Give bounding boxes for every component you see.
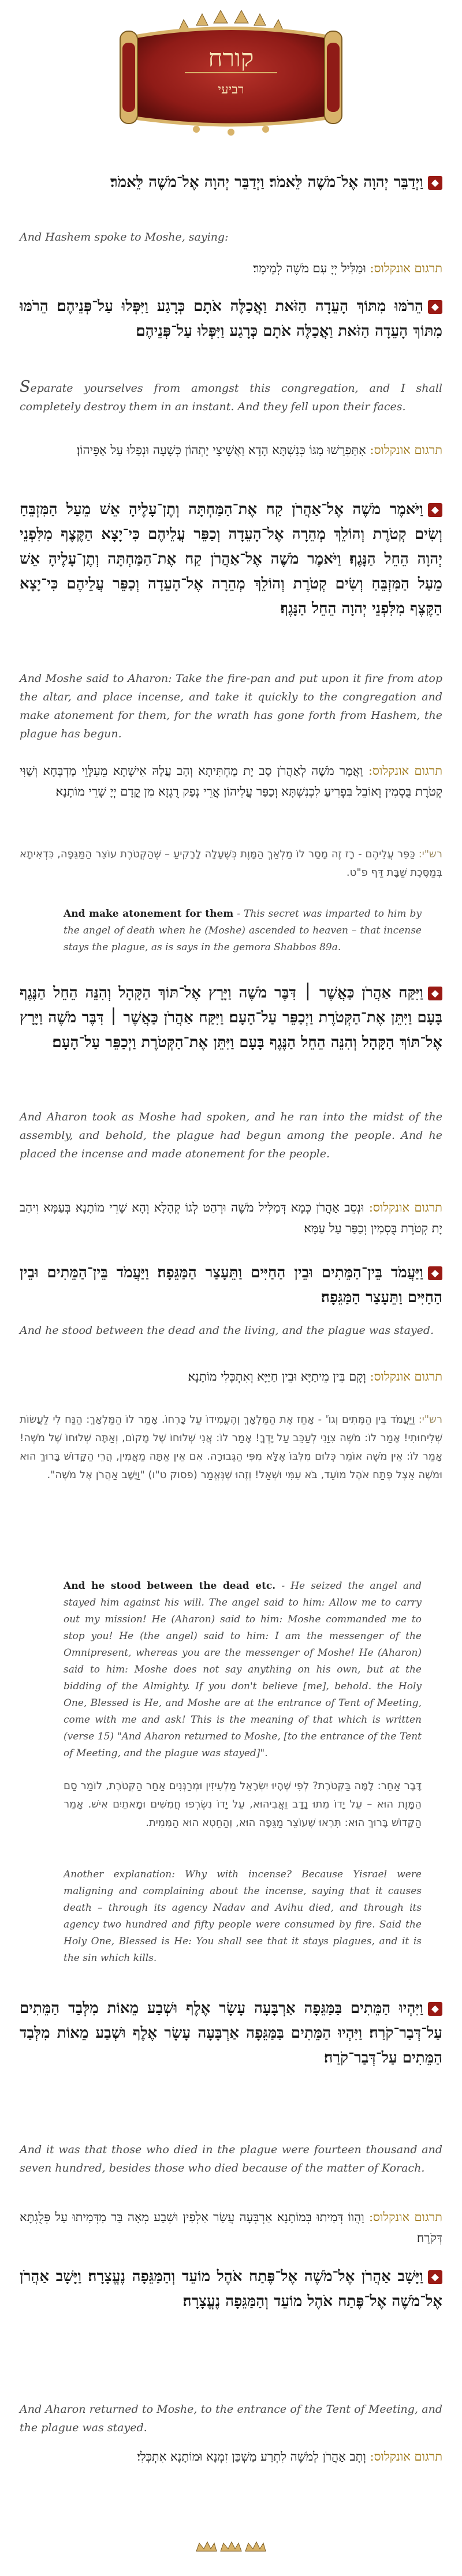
verse-badge-icon: ◆ xyxy=(428,503,442,517)
verse-english: And it was that those who died in the plague were fourteen thousand and seven hundred, besides those who died because of the matter of Korach. xyxy=(20,2143,442,2174)
parsha-title: קורח xyxy=(208,44,254,72)
rashi-english-2: Another explanation: Why with incense? Because Yisrael were maligning and complaining about the incense, saying that it causes death – through its agency Nadav and Avihu died, and through its agency two hundred and fifty people were consumed by fire. Said the Holy One, Blessed is He: You shall see that it stays plagues, and it is the sin which kills. xyxy=(64,1869,422,1964)
onkelos-label: תרגום אונקלוס: xyxy=(370,443,442,457)
onkelos-text: תרגום אונקלוס: וַהֲווֹ דְּמִיתוּ בְּמוֹתָנָא אַרְבְּעָה עֲשַׂר אַלְפִין וּשְׁבַע מְאָה בַּר מִדְּמִיתוּ עַל פְּלֻגְתָּא דְּקֹרַח׃ xyxy=(20,2210,442,2245)
verse-badge-icon: ◆ xyxy=(428,176,442,190)
rashi-text: רש"י: כַּפֵּר עֲלֵיהֶם - רָז זֶה מָסַר לוֹ מַלְאַךְ הַמָּוֶת כְּשֶׁעָלָה לָרָקִיעַ – שֶׁהַקְּטֹרֶת עוֹצֵר הַמַּגֵּפָה, כִּדְאִיתָא בְּמַסֶּכֶת שַׁבָּת דַּף פ"ט. xyxy=(20,848,442,879)
onkelos-label: תרגום אונקלוס: xyxy=(368,764,442,778)
onkelos-label: תרגום אונקלוס: xyxy=(370,261,442,275)
verse-hebrew: ◆וַיְדַבֵּר יְהוָה אֶל־מֹשֶׁה לֵּאמֹר׃ וַיְדַבֵּר יְהוָה אֶל־מֹשֶׁה לֵּאמֹר׃ xyxy=(20,170,442,195)
verse-hebrew: ◆הֵרֹמּוּ מִתּוֹךְ הָעֵדָה הַזֹּאת וַאֲכַלֶּה אֹתָם כְּרָגַע וַיִּפְּלוּ עַל־פְּנֵיהֶם׃ הֵרֹמּוּ מִתּוֹךְ הָעֵדָה הַזֹּאת וַאֲכַלֶּה אֹתָם כְּרָגַע וַיִּפְּלוּ עַל־פְּנֵיהֶם׃ xyxy=(20,298,442,340)
verse-badge-icon: ◆ xyxy=(428,300,442,314)
onkelos-text: תרגום אונקלוס: וְתָב אַהֲרֹן לְמֹשֶׁה לִתְרַע מַשְׁכַּן זִמְנָא וּמוֹתָנָא אִתְכְּלִי׃ xyxy=(137,2450,442,2463)
rashi-text-2: דָּבָר אַחֵר: לָמָּה בַּקְּטֹרֶת? לְפִי שֶׁהָיוּ יִשְׂרָאֵל מַלְעִיזִין וּמְרַנְּנִים אַחַר הַקְּטֹרֶת, לוֹמַר סַם הַמָּוֶת הוּא – עַל יָדוֹ מֵתוּ נָדָב וַאֲבִיהוּא, עַל יָדוֹ נִשְׂרְפוּ חֲמִשִּׁים וּמָאתַיִם אִישׁ. אָמַר הַקָּדוֹשׁ בָּרוּךְ הוּא: תִּרְאוּ שֶׁעוֹצֵר מַגֵּפָה הוּא, וְהַחֵטְא הוּא הַמְּמִית. xyxy=(64,1780,422,1829)
verse-hebrew: ◆וַיִּקַּח אַהֲרֹן כַּאֲשֶׁר ׀ דִּבֶּר מֹשֶׁה וַיָּרָץ אֶל־תּוֹךְ הַקָּהָל וְהִנֵּה הֵחֵל הַנֶּגֶף בָּעָם וַיִּתֵּן אֶת־הַקְּטֹרֶת וַיְכַפֵּר עַל־הָעָם׃ וַיִּקַּח אַהֲרֹן כַּאֲשֶׁר ׀ דִּבֶּר מֹשֶׁה וַיָּרָץ אֶל־תּוֹךְ הַקָּהָל וְהִנֵּה הֵחֵל הַנֶּגֶף בָּעָם וַיִּתֵּן אֶת־הַקְּטֹרֶת וַיְכַפֵּר עַל־הָעָם׃ xyxy=(20,984,442,1051)
onkelos-text: תרגום אונקלוס: וּמַלִּיל יְיָ עִם מֹשֶׁה לְמֵימָר׃ xyxy=(253,261,442,275)
rashi-label: רש"י: xyxy=(418,1413,442,1426)
verse-hebrew: ◆וַיַּעֲמֹד בֵּין־הַמֵּתִים וּבֵין הַחַיִּים וַתֵּעָצַר הַמַּגֵּפָה׃ וַיַּעֲמֹד בֵּין־הַמֵּתִים וּבֵין הַחַיִּים וַתֵּעָצַר הַמַּגֵּפָה׃ xyxy=(20,1264,442,1306)
rashi-english: And he stood between the dead etc. - He seized the angel and stayed him against his will. The angel said to him: Allow me to carry out my mission! He (Aharon) said to him: Moshe commanded me to stop you! He (the angel) said to him: I am the messenger of the Omnipresent, whereas you are the messenger of Moshe! He (Aharon) said to him: Moshe does not say anything on his own, but at the bidding of the Almighty. If you don't believe [me], behold. the Holy One, Blessed is He, and Moshe are at the entrance of Tent of Meeting, come with me and ask! This is the meaning of that which is written (verse 15) "And Aharon returned to Moshe, [to the entrance of the Tent of Meeting, and the plague was stayed]". xyxy=(64,1580,422,1759)
verse-hebrew: ◆וַיֹּאמֶר מֹשֶׁה אֶל־אַהֲרֹן קַח אֶת־הַמַּחְתָּה וְתֶן־עָלֶיהָ אֵשׁ מֵעַל הַמִּזְבֵּחַ וְשִׂים קְטֹרֶת וְהוֹלֵךְ מְהֵרָה אֶל־הָעֵדָה וְכַפֵּר עֲלֵיהֶם כִּי־יָצָא הַקֶּצֶף מִלִּפְנֵי יְהוָה הֵחֵל הַנָּגֶף׃ וַיֹּאמֶר מֹשֶׁה אֶל־אַהֲרֹן קַח אֶת־הַמַּחְתָּה וְתֶן־עָלֶיהָ אֵשׁ מֵעַל הַמִּזְבֵּחַ וְשִׂים קְטֹרֶת וְהוֹלֵךְ מְהֵרָה אֶל־הָעֵדָה וְכַפֵּר עֲלֵיהֶם כִּי־יָצָא הַקֶּצֶף מִלִּפְנֵי יְהוָה הֵחֵל הַנָּגֶף׃ xyxy=(20,501,442,617)
rashi-text: רש"י: וַיַּעֲמֹד בֵּין הַמֵּתִים וְגוֹ' - אָחַז אֶת הַמַּלְאָךְ וְהֶעֱמִידוֹ עַל כָּרְחוֹ. אָמַר לוֹ הַמַּלְאָךְ: הַנַּח לִי לַעֲשׂוֹת שְׁלִיחוּתִי! אָמַר לוֹ: מֹשֶׁה צִוַּנִי לְעַכֵּב עַל יָדְךָ! אָמַר לוֹ: אֲנִי שְׁלוּחוֹ שֶׁל מָקוֹם, וְאַתָּה שְׁלוּחוֹ שֶׁל מֹשֶׁה! אָמַר לוֹ: אֵין מֹשֶׁה אוֹמֵר כְּלוּם מִלִּבּוֹ אֶלָּא מִפִּי הַגְּבוּרָה. אִם אֵין אַתָּה מַאֲמִין, הֲרֵי הַקָּדוֹשׁ בָּרוּךְ הוּא וּמֹשֶׁה אֵצֶל פֶּתַח אֹהֶל מוֹעֵד, בֹּא עִמִּי וּשְׁאַל! וְזֶהוּ שֶׁנֶּאֱמַר (פסוק ט"ו) "וַיָּשָׁב אַהֲרֹן אֶל מֹשֶׁה". xyxy=(20,1413,442,1481)
verse-hebrew: ◆וַיָּשָׁב אַהֲרֹן אֶל־מֹשֶׁה אֶל־פֶּתַח אֹהֶל מוֹעֵד וְהַמַּגֵּפָה נֶעֱצָרָה׃ וַיָּשָׁב אַהֲרֹן אֶל־מֹשֶׁה אֶל־פֶּתַח אֹהֶל מוֹעֵד וְהַמַּגֵּפָה נֶעֱצָרָה׃ xyxy=(20,2268,442,2310)
onkelos-text: תרגום אונקלוס: וּנְסֵב אַהֲרֹן כְּמָא דְּמַלִּיל מֹשֶׁה וּרְהַט לְגוֹ קְהָלָא וְהָא שָׁרֵי מוֹתָנָא בְּעַמָּא וִיהַב יָת קְטֹרֶת בֻּסְמִין וְכַפַּר עַל עַמָּא׃ xyxy=(20,1201,442,1235)
rashi-english: And make atonement for them - This secret was imparted to him by the angel of death when he (Moshe) ascended to heaven – that incense stays the plague, as is says in the gemora Shabbos 89a. xyxy=(64,908,422,953)
verse-badge-icon: ◆ xyxy=(428,2002,442,2016)
onkelos-label: תרגום אונקלוס: xyxy=(370,1370,442,1383)
rashi-label: רש"י: xyxy=(418,848,442,860)
onkelos-label: תרגום אונקלוס: xyxy=(368,1201,442,1214)
verse-badge-icon: ◆ xyxy=(428,1266,442,1280)
banner-scroll-icon xyxy=(110,8,352,147)
onkelos-text: תרגום אונקלוס: וְקָם בֵּין מֵיתַיָּא וּבֵין חַיַּיָּא וְאִתְכְּלִי מוֹתָנָא׃ xyxy=(188,1370,442,1383)
verse-hebrew: ◆וַיִּהְיוּ הַמֵּתִים בַּמַּגֵּפָה אַרְבָּעָה עָשָׂר אֶלֶף וּשְׁבַע מֵאוֹת מִלְּבַד הַמֵּתִים עַל־דְּבַר־קֹרַח׃ וַיִּהְיוּ הַמֵּתִים בַּמַּגֵּפָה אַרְבָּעָה עָשָׂר אֶלֶף וּשְׁבַע מֵאוֹת מִלְּבַד הַמֵּתִים עַל־דְּבַר־קֹרַח׃ xyxy=(20,2000,442,2067)
verse-english: Separate yourselves from amongst this congregation, and I shall completely destroy them in an instant. And they fell upon their faces. xyxy=(20,378,442,413)
verse-badge-icon: ◆ xyxy=(428,987,442,1000)
footer-ornament xyxy=(0,2538,462,2557)
verse-badge-icon: ◆ xyxy=(428,2270,442,2284)
verse-english: And Aharon returned to Moshe, to the entrance of the Tent of Meeting, and the plague was stayed. xyxy=(20,2403,442,2434)
verse-english: And Moshe said to Aharon: Take the fire-pan and put upon it fire from atop the altar, and place incense, and take it quickly to the congregation and make atonement for them, for the wrath has gone forth from Hashem, the plague has begun. xyxy=(20,672,442,740)
verse-english: And Aharon took as Moshe had spoken, and he ran into the midst of the assembly, and behold, the plague had begun among the people. And he placed the incense and made atonement for the people. xyxy=(20,1111,442,1160)
aliyah-subtitle: רביעי xyxy=(218,83,244,97)
onkelos-text: תרגום אונקלוס: אִתַּפְרַשׁוּ מִגּוֹ כְּנִשְׁתָּא הָדָא וַאֲשֵׁיצֵי יָתְהוֹן כְּשָׁעָה וּנְפַלוּ עַל אַפֵּיהוֹן׃ xyxy=(76,443,442,457)
verse-english: And he stood between the dead and the living, and the plague was stayed. xyxy=(20,1324,434,1337)
verse-english: And Hashem spoke to Moshe, saying: xyxy=(20,231,229,243)
crown-ornament-icon xyxy=(193,2538,269,2555)
parsha-banner xyxy=(110,8,352,147)
onkelos-label: תרגום אונקלוס: xyxy=(368,2210,442,2224)
onkelos-text: תרגום אונקלוס: וַאֲמַר מֹשֶׁה לְאַהֲרֹן סַב יָת מַחְתִּיתָא וְהַב עֲלַהּ אִישָׁתָא מֵעִלָּוֵי מַדְבְּחָא וְשַׁוִּי קְטֹרֶת בֻּסְמִין וְאוֹבֵל בִּפְרִיעַ לִכְנִשְׁתָּא וְכַפַּר עֲלֵיהוֹן אֲרֵי נְפַק רֻגְזָא מִן קֳדָם יְיָ שָׁרֵי מוֹתָנָא׃ xyxy=(20,764,442,798)
onkelos-label: תרגום אונקלוס: xyxy=(370,2450,442,2463)
